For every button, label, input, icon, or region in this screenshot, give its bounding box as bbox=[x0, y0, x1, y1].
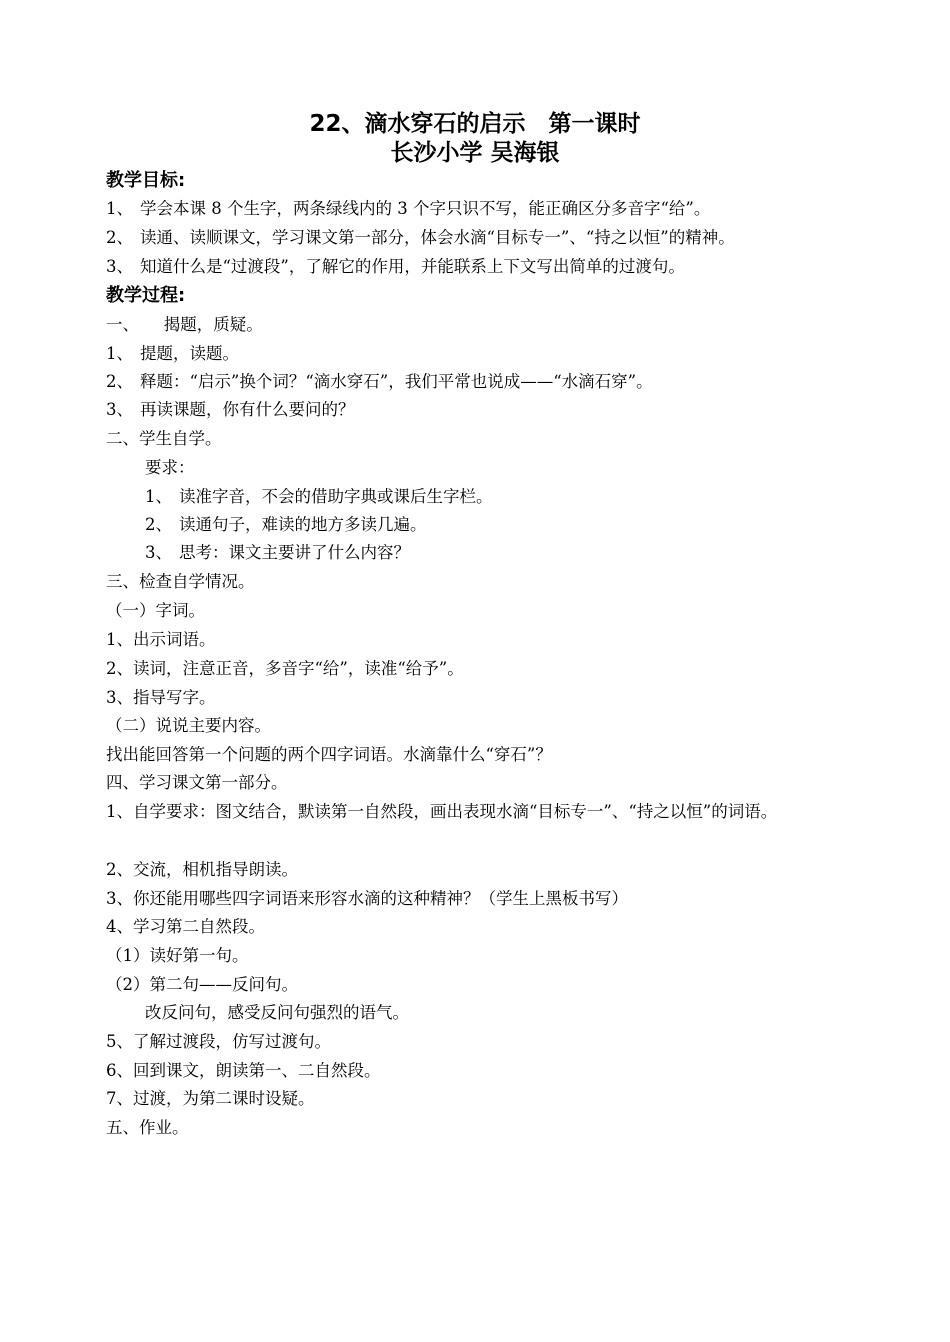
document-author: 长沙小学 吴海银 bbox=[390, 140, 560, 166]
process-heading: 教学过程: bbox=[106, 285, 186, 306]
section-title: 二、学生自学。 bbox=[106, 429, 222, 448]
list-item: 3、 思考：课文主要讲了什么内容？ bbox=[145, 543, 410, 562]
section-title: 三、检查自学情况。 bbox=[106, 572, 255, 591]
list-item: 2、读词，注意正音，多音字“给”，读准“给予”。 bbox=[106, 659, 464, 678]
list-item: 2、交流，相机指导朗读。 bbox=[106, 860, 298, 879]
section-title: 五、作业。 bbox=[106, 1118, 189, 1137]
list-item: 3、 再读课题，你有什么要问的？ bbox=[106, 400, 355, 419]
list-item: 6、回到课文，朗读第一、二自然段。 bbox=[106, 1061, 381, 1080]
section-title: 一、 揭题，质疑。 bbox=[106, 315, 263, 334]
document-title: 22、滴水穿石的启示 第一课时 bbox=[309, 111, 641, 137]
list-item: 1、 提题，读题。 bbox=[106, 344, 239, 363]
list-item: 3、指导写字。 bbox=[106, 688, 216, 707]
subsection-title: （1）读好第一句。 bbox=[106, 946, 249, 965]
goal-item: 1、 学会本课 8 个生字，两条绿线内的 3 个字只识不写，能正确区分多音字“给”。 bbox=[106, 199, 711, 218]
list-item: 2、 释题：“启示”换个词？“滴水穿石”，我们平常也说成——“水滴石穿”。 bbox=[106, 372, 653, 391]
subsection-title: （2）第二句——反问句。 bbox=[106, 975, 298, 994]
list-item: 2、 读通句子，难读的地方多读几遍。 bbox=[145, 515, 427, 534]
section-title: 四、学习课文第一部分。 bbox=[106, 773, 288, 792]
subsection-title: （二）说说主要内容。 bbox=[106, 716, 271, 735]
list-item: 1、自学要求：图文结合，默读第一自然段，画出表现水滴“目标专一”、“持之以恒”的词语。 bbox=[106, 802, 778, 821]
list-item: 4、学习第二自然段。 bbox=[106, 917, 265, 936]
list-item: 5、了解过渡段，仿写过渡句。 bbox=[106, 1032, 331, 1051]
list-item: 7、过渡，为第二课时设疑。 bbox=[106, 1089, 315, 1108]
goal-item: 2、 读通、读顺课文，学习课文第一部分，体会水滴“目标专一”、“持之以恒”的精神。 bbox=[106, 228, 735, 247]
list-item: 1、出示词语。 bbox=[106, 630, 216, 649]
goal-item: 3、 知道什么是“过渡段”，了解它的作用，并能联系上下文写出简单的过渡句。 bbox=[106, 257, 685, 276]
paragraph: 找出能回答第一个问题的两个四字词语。水滴靠什么“穿石”？ bbox=[106, 745, 552, 764]
requirements-label: 要求： bbox=[145, 458, 195, 477]
paragraph: 改反问句，感受反问句强烈的语气。 bbox=[145, 1003, 409, 1022]
goals-heading: 教学目标: bbox=[106, 170, 186, 191]
subsection-title: （一）字词。 bbox=[106, 601, 205, 620]
list-item: 1、 读准字音，不会的借助字典或课后生字栏。 bbox=[145, 487, 493, 506]
list-item: 3、你还能用哪些四字词语来形容水滴的这种精神？（学生上黑板书写） bbox=[106, 889, 628, 908]
